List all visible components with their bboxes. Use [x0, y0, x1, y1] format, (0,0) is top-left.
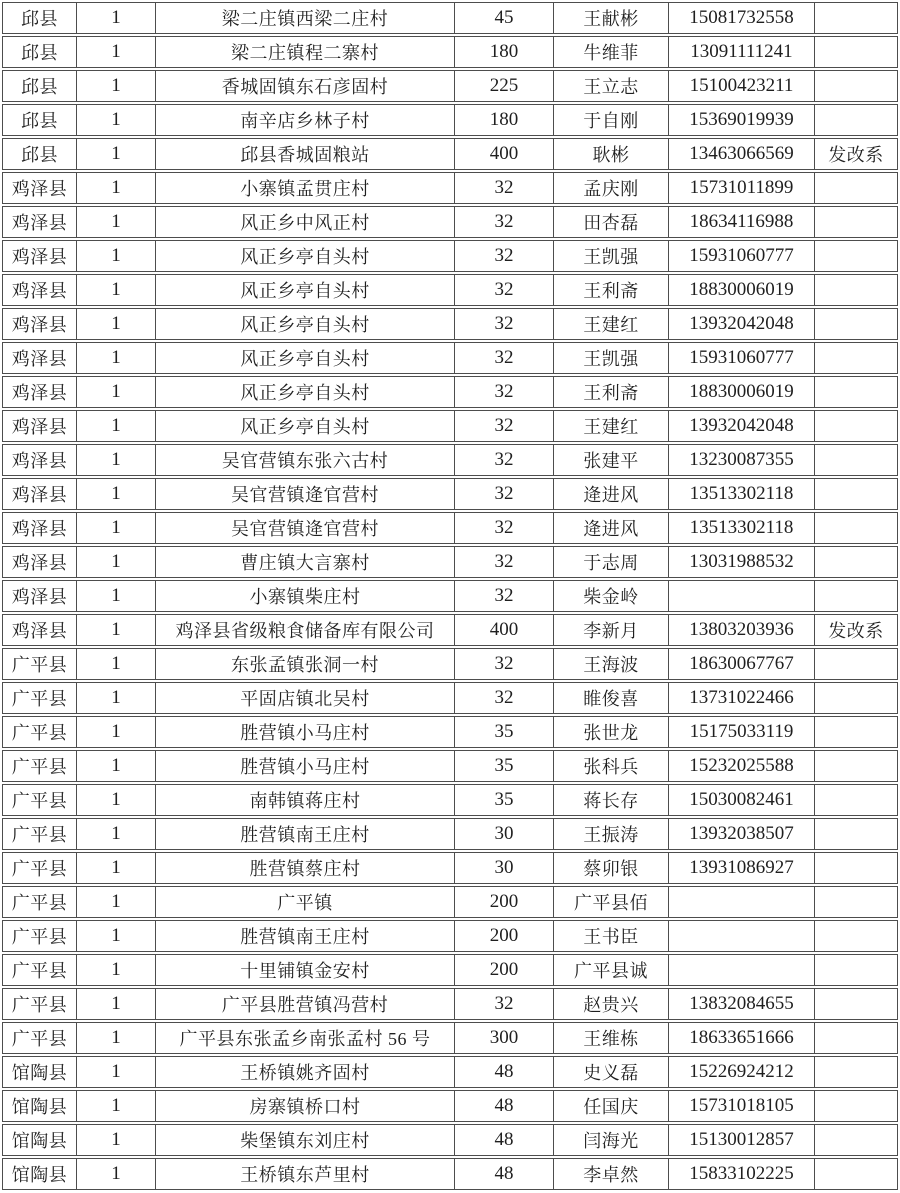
cell-county: 广平县: [2, 1022, 76, 1054]
table-row: [2, 920, 898, 952]
cell-phone: 13932038507: [668, 818, 814, 850]
table-row: [2, 478, 898, 510]
cell-capacity: 48: [454, 1090, 553, 1122]
cell-county: 邱县: [2, 36, 76, 68]
cell-contact: 逄进风: [553, 478, 668, 510]
cell-county: 鸡泽县: [2, 206, 76, 238]
cell-remark: [814, 648, 898, 680]
cell-phone: 15731018105: [668, 1090, 814, 1122]
cell-contact: 王立志: [553, 70, 668, 102]
cell-quantity: 1: [76, 2, 155, 34]
table-row: [2, 886, 898, 918]
cell-county: 邱县: [2, 138, 76, 170]
cell-remark: [814, 886, 898, 918]
cell-contact: 张建平: [553, 444, 668, 476]
cell-phone: 13931086927: [668, 852, 814, 884]
cell-phone: 13091111241: [668, 36, 814, 68]
cell-phone: 15833102225: [668, 1158, 814, 1190]
table-row: [2, 954, 898, 986]
cell-phone: 13932042048: [668, 410, 814, 442]
cell-remark: [814, 954, 898, 986]
cell-capacity: 400: [454, 614, 553, 646]
cell-location: 胜营镇小马庄村: [155, 716, 454, 748]
cell-remark: [814, 716, 898, 748]
cell-quantity: 1: [76, 682, 155, 714]
cell-contact: 赵贵兴: [553, 988, 668, 1020]
cell-contact: 柴金岭: [553, 580, 668, 612]
cell-location: 梁二庄镇程二寨村: [155, 36, 454, 68]
cell-quantity: 1: [76, 478, 155, 510]
cell-contact: 张世龙: [553, 716, 668, 748]
cell-capacity: 400: [454, 138, 553, 170]
cell-location: 胜营镇南王庄村: [155, 920, 454, 952]
cell-contact: 于志周: [553, 546, 668, 578]
cell-location: 王桥镇姚齐固村: [155, 1056, 454, 1088]
cell-phone: 13832084655: [668, 988, 814, 1020]
cell-contact: 睢俊喜: [553, 682, 668, 714]
cell-capacity: 200: [454, 886, 553, 918]
cell-capacity: 180: [454, 36, 553, 68]
cell-capacity: 32: [454, 274, 553, 306]
cell-location: 小寨镇孟贯庄村: [155, 172, 454, 204]
cell-location: 风正乡亭自头村: [155, 274, 454, 306]
cell-phone: 15226924212: [668, 1056, 814, 1088]
cell-location: 风正乡亭自头村: [155, 376, 454, 408]
cell-contact: 闫海光: [553, 1124, 668, 1156]
cell-location: 吴官营镇逄官营村: [155, 512, 454, 544]
cell-quantity: 1: [76, 852, 155, 884]
cell-phone: 15175033119: [668, 716, 814, 748]
table-row: [2, 682, 898, 714]
cell-location: 风正乡亭自头村: [155, 410, 454, 442]
cell-phone: 15030082461: [668, 784, 814, 816]
cell-capacity: 32: [454, 410, 553, 442]
cell-phone: 15369019939: [668, 104, 814, 136]
table-row: [2, 36, 898, 68]
cell-quantity: 1: [76, 784, 155, 816]
cell-remark: [814, 1158, 898, 1190]
cell-remark: [814, 36, 898, 68]
cell-capacity: 32: [454, 478, 553, 510]
cell-quantity: 1: [76, 614, 155, 646]
cell-quantity: 1: [76, 342, 155, 374]
cell-location: 胜营镇小马庄村: [155, 750, 454, 782]
table-row: [2, 376, 898, 408]
cell-quantity: 1: [76, 818, 155, 850]
cell-quantity: 1: [76, 274, 155, 306]
cell-capacity: 32: [454, 206, 553, 238]
cell-capacity: 32: [454, 376, 553, 408]
cell-county: 广平县: [2, 988, 76, 1020]
cell-quantity: 1: [76, 1056, 155, 1088]
cell-county: 馆陶县: [2, 1090, 76, 1122]
cell-phone: [668, 886, 814, 918]
cell-capacity: 32: [454, 308, 553, 340]
cell-county: 鸡泽县: [2, 342, 76, 374]
cell-contact: 田杏磊: [553, 206, 668, 238]
cell-capacity: 35: [454, 784, 553, 816]
cell-remark: [814, 546, 898, 578]
cell-phone: 15081732558: [668, 2, 814, 34]
cell-location: 吴官营镇东张六古村: [155, 444, 454, 476]
cell-quantity: 1: [76, 988, 155, 1020]
cell-phone: 18830006019: [668, 274, 814, 306]
cell-remark: [814, 308, 898, 340]
cell-remark: [814, 478, 898, 510]
table-row: [2, 410, 898, 442]
cell-county: 广平县: [2, 750, 76, 782]
table-row: [2, 206, 898, 238]
cell-location: 曹庄镇大言寨村: [155, 546, 454, 578]
table-row: [2, 648, 898, 680]
cell-capacity: 32: [454, 988, 553, 1020]
cell-county: 广平县: [2, 886, 76, 918]
cell-county: 鸡泽县: [2, 512, 76, 544]
cell-contact: 王凯强: [553, 342, 668, 374]
cell-remark: [814, 1090, 898, 1122]
cell-phone: 13932042048: [668, 308, 814, 340]
cell-remark: [814, 682, 898, 714]
cell-location: 柴堡镇东刘庄村: [155, 1124, 454, 1156]
cell-county: 馆陶县: [2, 1124, 76, 1156]
cell-remark: [814, 240, 898, 272]
cell-capacity: 35: [454, 750, 553, 782]
cell-location: 南辛店乡林子村: [155, 104, 454, 136]
table-row: [2, 1124, 898, 1156]
cell-location: 胜营镇南王庄村: [155, 818, 454, 850]
cell-remark: [814, 512, 898, 544]
table-row: [2, 308, 898, 340]
cell-phone: 13803203936: [668, 614, 814, 646]
cell-phone: [668, 954, 814, 986]
cell-county: 鸡泽县: [2, 580, 76, 612]
table-row: [2, 716, 898, 748]
cell-location: 东张孟镇张洞一村: [155, 648, 454, 680]
cell-county: 邱县: [2, 70, 76, 102]
cell-phone: 15731011899: [668, 172, 814, 204]
cell-contact: 耿彬: [553, 138, 668, 170]
cell-contact: 王书臣: [553, 920, 668, 952]
cell-remark: [814, 70, 898, 102]
cell-contact: 王建红: [553, 410, 668, 442]
cell-quantity: 1: [76, 750, 155, 782]
cell-county: 广平县: [2, 716, 76, 748]
cell-quantity: 1: [76, 920, 155, 952]
cell-phone: 18630067767: [668, 648, 814, 680]
cell-quantity: 1: [76, 376, 155, 408]
cell-remark: [814, 818, 898, 850]
cell-contact: 牛维菲: [553, 36, 668, 68]
cell-remark: [814, 444, 898, 476]
cell-capacity: 35: [454, 716, 553, 748]
cell-quantity: 1: [76, 138, 155, 170]
cell-county: 馆陶县: [2, 1158, 76, 1190]
cell-location: 王桥镇东芦里村: [155, 1158, 454, 1190]
cell-capacity: 32: [454, 512, 553, 544]
cell-quantity: 1: [76, 172, 155, 204]
cell-contact: 王海波: [553, 648, 668, 680]
cell-contact: 蔡卯银: [553, 852, 668, 884]
cell-contact: 史义磊: [553, 1056, 668, 1088]
cell-phone: 18830006019: [668, 376, 814, 408]
cell-remark: [814, 1124, 898, 1156]
cell-location: 平固店镇北吴村: [155, 682, 454, 714]
table-row: [2, 1022, 898, 1054]
cell-remark: [814, 342, 898, 374]
cell-quantity: 1: [76, 954, 155, 986]
cell-county: 鸡泽县: [2, 308, 76, 340]
cell-phone: 18634116988: [668, 206, 814, 238]
cell-county: 鸡泽县: [2, 410, 76, 442]
cell-contact: 王献彬: [553, 2, 668, 34]
cell-location: 胜营镇蔡庄村: [155, 852, 454, 884]
cell-county: 馆陶县: [2, 1056, 76, 1088]
cell-location: 小寨镇柴庄村: [155, 580, 454, 612]
cell-location: 广平镇: [155, 886, 454, 918]
table-row: [2, 852, 898, 884]
cell-remark: [814, 750, 898, 782]
cell-county: 鸡泽县: [2, 444, 76, 476]
table-row: [2, 104, 898, 136]
cell-capacity: 32: [454, 172, 553, 204]
cell-quantity: 1: [76, 512, 155, 544]
cell-phone: 15232025588: [668, 750, 814, 782]
cell-phone: 13031988532: [668, 546, 814, 578]
cell-contact: 王维栋: [553, 1022, 668, 1054]
cell-quantity: 1: [76, 240, 155, 272]
cell-capacity: 30: [454, 818, 553, 850]
cell-county: 广平县: [2, 954, 76, 986]
cell-location: 广平县东张孟乡南张孟村 56 号: [155, 1022, 454, 1054]
table-row: [2, 138, 898, 170]
cell-capacity: 200: [454, 920, 553, 952]
table-row: [2, 988, 898, 1020]
cell-remark: [814, 1022, 898, 1054]
cell-quantity: 1: [76, 104, 155, 136]
table-row: [2, 1158, 898, 1190]
table-row: [2, 512, 898, 544]
cell-contact: 王建红: [553, 308, 668, 340]
table-row: [2, 784, 898, 816]
cell-capacity: 32: [454, 580, 553, 612]
cell-remark: [814, 784, 898, 816]
table-row: [2, 342, 898, 374]
cell-quantity: 1: [76, 716, 155, 748]
cell-capacity: 200: [454, 954, 553, 986]
cell-capacity: 48: [454, 1056, 553, 1088]
cell-remark: [814, 376, 898, 408]
cell-county: 广平县: [2, 682, 76, 714]
cell-contact: 张科兵: [553, 750, 668, 782]
cell-location: 风正乡亭自头村: [155, 342, 454, 374]
table-row: [2, 274, 898, 306]
table-row: [2, 818, 898, 850]
cell-capacity: 48: [454, 1158, 553, 1190]
cell-remark: [814, 206, 898, 238]
cell-phone: 15130012857: [668, 1124, 814, 1156]
cell-location: 梁二庄镇西梁二庄村: [155, 2, 454, 34]
cell-location: 十里铺镇金安村: [155, 954, 454, 986]
cell-quantity: 1: [76, 308, 155, 340]
cell-phone: [668, 920, 814, 952]
cell-county: 鸡泽县: [2, 240, 76, 272]
table-row: [2, 546, 898, 578]
cell-county: 鸡泽县: [2, 546, 76, 578]
cell-county: 广平县: [2, 784, 76, 816]
table-row: [2, 70, 898, 102]
table-row: [2, 240, 898, 272]
table-row: [2, 1090, 898, 1122]
table-row: [2, 750, 898, 782]
cell-capacity: 180: [454, 104, 553, 136]
cell-capacity: 45: [454, 2, 553, 34]
cell-capacity: 225: [454, 70, 553, 102]
cell-capacity: 32: [454, 546, 553, 578]
cell-quantity: 1: [76, 444, 155, 476]
cell-location: 风正乡中风正村: [155, 206, 454, 238]
cell-county: 广平县: [2, 818, 76, 850]
cell-capacity: 32: [454, 682, 553, 714]
cell-quantity: 1: [76, 1158, 155, 1190]
cell-contact: 广平县佰: [553, 886, 668, 918]
cell-location: 南韩镇蒋庄村: [155, 784, 454, 816]
cell-phone: 13513302118: [668, 478, 814, 510]
cell-contact: 王振涛: [553, 818, 668, 850]
cell-quantity: 1: [76, 886, 155, 918]
cell-capacity: 32: [454, 444, 553, 476]
cell-quantity: 1: [76, 1090, 155, 1122]
cell-quantity: 1: [76, 1022, 155, 1054]
table-row: [2, 614, 898, 646]
cell-quantity: 1: [76, 1124, 155, 1156]
cell-phone: 15931060777: [668, 342, 814, 374]
cell-location: 风正乡亭自头村: [155, 308, 454, 340]
cell-contact: 孟庆刚: [553, 172, 668, 204]
cell-remark: [814, 1056, 898, 1088]
cell-contact: 广平县诚: [553, 954, 668, 986]
cell-remark: [814, 172, 898, 204]
cell-phone: 18633651666: [668, 1022, 814, 1054]
cell-remark: [814, 104, 898, 136]
cell-remark: [814, 852, 898, 884]
cell-capacity: 48: [454, 1124, 553, 1156]
cell-quantity: 1: [76, 410, 155, 442]
cell-capacity: 300: [454, 1022, 553, 1054]
cell-location: 鸡泽县省级粮食储备库有限公司: [155, 614, 454, 646]
cell-remark: 发改系: [814, 138, 898, 170]
cell-county: 广平县: [2, 648, 76, 680]
cell-phone: 15931060777: [668, 240, 814, 272]
cell-location: 香城固镇东石彦固村: [155, 70, 454, 102]
cell-quantity: 1: [76, 70, 155, 102]
cell-county: 邱县: [2, 2, 76, 34]
table-body: [2, 2, 898, 1190]
cell-remark: [814, 920, 898, 952]
cell-county: 鸡泽县: [2, 376, 76, 408]
cell-remark: 发改系: [814, 614, 898, 646]
cell-county: 鸡泽县: [2, 274, 76, 306]
table-row: [2, 1056, 898, 1088]
cell-quantity: 1: [76, 546, 155, 578]
cell-contact: 蒋长存: [553, 784, 668, 816]
cell-phone: 13513302118: [668, 512, 814, 544]
grain-depot-contact-table: [2, 0, 898, 1192]
cell-phone: 13230087355: [668, 444, 814, 476]
cell-remark: [814, 988, 898, 1020]
cell-county: 鸡泽县: [2, 478, 76, 510]
cell-contact: 逄进风: [553, 512, 668, 544]
cell-capacity: 30: [454, 852, 553, 884]
cell-contact: 王利斋: [553, 376, 668, 408]
cell-county: 广平县: [2, 920, 76, 952]
cell-phone: 15100423211: [668, 70, 814, 102]
cell-location: 广平县胜营镇冯营村: [155, 988, 454, 1020]
cell-contact: 李新月: [553, 614, 668, 646]
cell-remark: [814, 274, 898, 306]
cell-quantity: 1: [76, 580, 155, 612]
table-row: [2, 580, 898, 612]
cell-contact: 于自刚: [553, 104, 668, 136]
table-row: [2, 444, 898, 476]
cell-quantity: 1: [76, 648, 155, 680]
cell-capacity: 32: [454, 240, 553, 272]
cell-remark: [814, 580, 898, 612]
cell-location: 风正乡亭自头村: [155, 240, 454, 272]
cell-capacity: 32: [454, 342, 553, 374]
cell-location: 房寨镇桥口村: [155, 1090, 454, 1122]
cell-phone: [668, 580, 814, 612]
cell-remark: [814, 410, 898, 442]
cell-contact: 王利斋: [553, 274, 668, 306]
cell-county: 邱县: [2, 104, 76, 136]
table-row: [2, 2, 898, 34]
cell-county: 鸡泽县: [2, 614, 76, 646]
table-row: [2, 172, 898, 204]
cell-quantity: 1: [76, 36, 155, 68]
cell-remark: [814, 2, 898, 34]
cell-county: 广平县: [2, 852, 76, 884]
cell-location: 吴官营镇逄官营村: [155, 478, 454, 510]
cell-contact: 李卓然: [553, 1158, 668, 1190]
cell-contact: 王凯强: [553, 240, 668, 272]
cell-phone: 13463066569: [668, 138, 814, 170]
cell-contact: 任国庆: [553, 1090, 668, 1122]
cell-quantity: 1: [76, 206, 155, 238]
cell-county: 鸡泽县: [2, 172, 76, 204]
cell-phone: 13731022466: [668, 682, 814, 714]
cell-capacity: 32: [454, 648, 553, 680]
cell-location: 邱县香城固粮站: [155, 138, 454, 170]
